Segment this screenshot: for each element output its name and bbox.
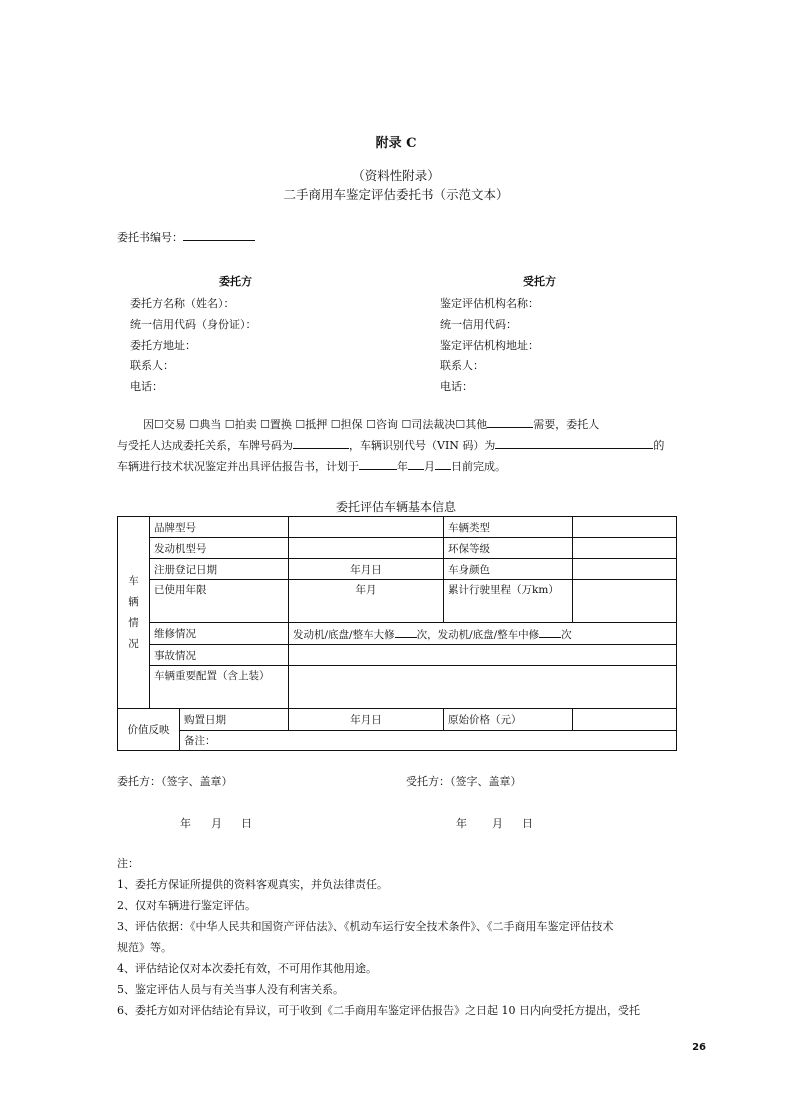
vehicle-group-char: 况 <box>128 637 139 650</box>
vehicle-type-label: 车辆类型 <box>444 517 573 538</box>
agent-field: 鉴定评估机构名称： <box>440 297 539 310</box>
table-row <box>118 517 677 538</box>
client-date-year: 年 <box>180 817 191 830</box>
brand-model-value[interactable] <box>289 517 444 538</box>
config-label: 车辆重要配置（含上装） <box>150 666 289 709</box>
purpose-line-end: 需要，委托人 <box>533 418 600 431</box>
value-group-label: 价值反映 <box>118 709 180 751</box>
vehicle-info-table <box>117 516 677 751</box>
vin-line-end: 的 <box>653 439 665 452</box>
accident-label: 事故情况 <box>150 645 289 666</box>
vehicle-group-label <box>118 517 150 709</box>
years-used-label: 已使用年限 <box>150 580 289 623</box>
client-heading: 委托方 <box>219 275 252 288</box>
midrepair-count-blank[interactable] <box>539 626 561 638</box>
client-date-month: 月 <box>211 817 222 830</box>
client-date-day: 日 <box>241 817 252 830</box>
appendix-title: 附录 C <box>375 136 417 151</box>
repair-overhaul-text: 发动机/底盘/整车大修 <box>293 628 395 641</box>
client-field: 委托方地址： <box>130 339 196 352</box>
mileage-value[interactable] <box>573 580 677 623</box>
body-color-value[interactable] <box>573 559 677 580</box>
appendix-subtitle: （资料性附录） <box>352 168 440 183</box>
reg-date-label: 注册登记日期 <box>150 559 289 580</box>
year-label: 年 <box>397 460 408 473</box>
reg-date-value[interactable]: 年月日 <box>289 559 444 580</box>
original-price-label: 原始价格（元） <box>444 709 573 731</box>
client-field: 联系人： <box>130 359 174 372</box>
brand-model-label: 品牌型号 <box>150 517 289 538</box>
note-item: 3、评估依据：《中华人民共和国资产评估法》、《机动车运行安全技术条件》、《二手商用车鉴定评估技术 <box>117 920 614 933</box>
engine-model-label: 发动机型号 <box>150 538 289 559</box>
agent-signature-label: 受托方：（签字、盖章） <box>406 775 522 788</box>
purchase-date-value[interactable]: 年月日 <box>289 709 444 731</box>
years-used-value[interactable]: 年月 <box>289 580 444 623</box>
table-row <box>118 731 677 751</box>
agent-field: 联系人： <box>440 359 484 372</box>
contract-number-blank[interactable] <box>183 229 255 241</box>
client-field: 委托方名称（姓名）： <box>130 297 235 310</box>
plate-number-blank[interactable] <box>293 437 349 449</box>
overhaul-count-blank[interactable] <box>395 626 417 638</box>
table-row <box>118 666 677 709</box>
agent-field: 统一信用代码： <box>440 318 517 331</box>
note-item: 5、鉴定评估人员与有关当事人没有利害关系。 <box>117 983 344 996</box>
purchase-date-label: 购置日期 <box>180 709 289 731</box>
agent-date-year: 年 <box>456 817 467 830</box>
vehicle-group-char: 情 <box>128 616 139 629</box>
month-blank[interactable] <box>408 458 424 470</box>
vehicle-group-char: 车 <box>128 574 139 587</box>
vin-label: ，车辆识别代号（VIN 码）为 <box>349 439 496 452</box>
repair-end-text: 次 <box>561 628 572 641</box>
vehicle-group-char: 辆 <box>128 595 139 608</box>
purpose-options: 因☐交易 ☐典当 ☐拍卖 ☐置换 ☐抵押 ☐担保 ☐咨询 ☐司法裁决☐其他 <box>143 418 488 431</box>
plate-label: 与受托人达成委托关系，车牌号码为 <box>117 439 293 452</box>
repair-midrepair-text: 次，发动机/底盘/整车中修 <box>416 628 540 641</box>
agent-heading: 受托方 <box>523 275 556 288</box>
table-row <box>118 538 677 559</box>
note-item: 1、委托方保证所提供的资料客观真实，并负法律责任。 <box>117 878 388 891</box>
mileage-label: 累计行驶里程（万km） <box>444 580 573 623</box>
agent-date-month: 月 <box>492 817 503 830</box>
table-row <box>118 709 677 731</box>
note-item: 4、评估结论仅对本次委托有效，不可用作其他用途。 <box>117 962 377 975</box>
agent-field: 电话： <box>440 380 473 393</box>
notes-heading: 注： <box>117 857 139 870</box>
schedule-line-end: 日前完成。 <box>451 460 506 473</box>
page-number: 26 <box>692 1042 706 1053</box>
original-price-value[interactable] <box>573 709 677 731</box>
table-title: 委托评估车辆基本信息 <box>335 500 456 514</box>
agent-field: 鉴定评估机构地址： <box>440 339 539 352</box>
table-row <box>118 623 677 645</box>
body-color-label: 车身颜色 <box>444 559 573 580</box>
repair-label: 维修情况 <box>150 623 289 645</box>
config-value[interactable] <box>289 666 677 709</box>
emission-level-label: 环保等级 <box>444 538 573 559</box>
vehicle-type-value[interactable] <box>573 517 677 538</box>
year-blank[interactable] <box>359 458 397 470</box>
client-field: 统一信用代码（身份证）： <box>130 318 257 331</box>
note-item: 2、仅对车辆进行鉴定评估。 <box>117 899 256 912</box>
schedule-label: 车辆进行技术状况鉴定并出具评估报告书，计划于 <box>117 460 359 473</box>
contract-number-label: 委托书编号： <box>117 231 183 244</box>
emission-level-value[interactable] <box>573 538 677 559</box>
note-item: 规范》等。 <box>117 941 172 954</box>
vin-blank[interactable] <box>495 437 653 449</box>
other-purpose-blank[interactable] <box>487 416 533 428</box>
month-label: 月 <box>424 460 435 473</box>
accident-value[interactable] <box>289 645 677 666</box>
plate-vin-line <box>117 437 664 453</box>
remarks-cell[interactable]: 备注： <box>180 731 677 751</box>
engine-model-value[interactable] <box>289 538 444 559</box>
repair-value <box>289 623 677 645</box>
agent-date-day: 日 <box>522 817 533 830</box>
purpose-line <box>143 416 599 432</box>
client-field: 电话： <box>130 380 163 393</box>
table-row <box>118 645 677 666</box>
schedule-line <box>117 458 506 474</box>
contract-number <box>117 229 255 245</box>
day-blank[interactable] <box>435 458 451 470</box>
table-row <box>118 580 677 623</box>
client-signature-label: 委托方：（签字、盖章） <box>117 775 233 788</box>
document-title: 二手商用车鉴定评估委托书（示范文本） <box>283 187 509 202</box>
note-item: 6、委托方如对评估结论有异议，可于收到《二手商用车鉴定评估报告》之日起 10 日内向受托方提出，受托 <box>117 1004 640 1017</box>
table-row <box>118 559 677 580</box>
